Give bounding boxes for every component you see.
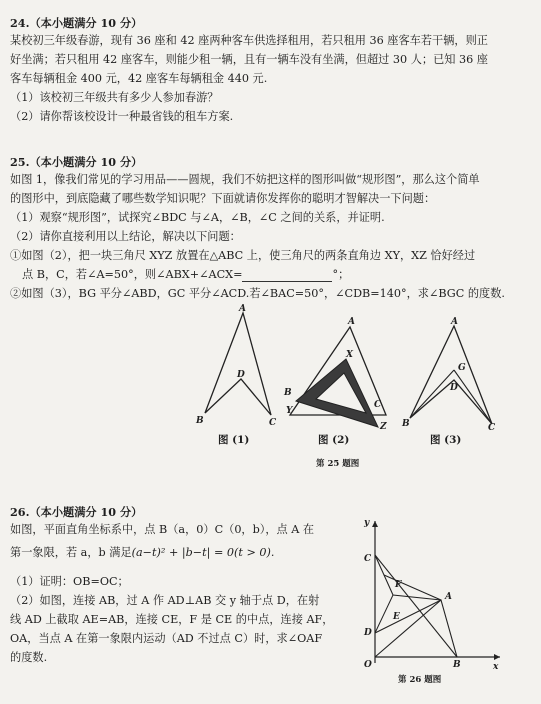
fig3-label: 图 (3) [430,434,462,446]
pt-X-2: X [346,350,353,360]
pt-D-26: D [364,628,372,638]
q25-caption: 第 25 题图 [316,459,360,469]
pt-B-3: B [402,419,410,429]
q25-figure-3 [402,317,497,433]
q25-part2: （2）请你直接利用以上结论，解决以下问题： [10,230,241,243]
q25-figure-2 [282,315,397,430]
q25-item2: ②如图（3），BG 平分∠ABD，GC 平分∠ACD.若∠BAC=50°，∠CDB=140°，求∠BGC 的度数. [10,287,505,300]
q26-part2c: OA，当点 A 在第一象限内运动（AD 不过点 C）时，求∠OAF [10,632,323,645]
q25-line1: 如图 1，像我们常见的学习用品——圆规，我们不妨把这样的图形叫做“规形图”，那么这个简单 [10,173,480,186]
pt-C-3: C [488,423,496,433]
q25-item1-end: °； [332,268,350,281]
q26-title: 26.（本小题满分 10 分） [10,505,143,519]
q25-part1: （1）观察“规形图”，试探究∠BDC 与∠A，∠B，∠C 之间的关系，并证明. [10,211,385,224]
pt-A-3: A [451,317,458,327]
pt-O-26: O [364,660,372,670]
q24-part1: （1）该校初三年级共有多少人参加春游？ [10,91,219,104]
q25-item1-text: 点 B，C，若∠A=50°，则∠ABX+∠ACX= [22,268,243,281]
q26-figure [355,515,505,670]
pt-C-2: C [374,400,382,410]
q26-formula: (a−t)² + |b−t| = 0(t > 0). [131,546,275,559]
pt-D-3: D [450,383,458,393]
pt-A-26: A [445,592,452,602]
pt-E-26: E [393,612,400,622]
q25-item1-a: ①如图（2），把一块三角尺 XYZ 放置在△ABC 上，使三角尺的两条直角边 XY，XZ 恰好经过 [10,249,476,262]
q26-part2d: 的度数. [10,651,48,664]
q24-line3: 客车每辆租金 400 元，42 座客车每辆租金 440 元. [10,72,268,85]
q26-part2a: （2）如图，连接 AB，过 A 作 AD⊥AB 交 y 轴于点 D，在射 [10,594,320,607]
pt-G-3: G [458,363,466,373]
q25-figure-1 [195,304,285,428]
q25-item1-b [22,268,349,282]
q24-line2: 好坐满；若只租用 42 座客车，则能少租一辆，且有一辆车没有坐满，但超过 30 人；已知 36 座 [10,53,488,66]
q26-caption: 第 26 题图 [398,675,442,685]
q26-line2-text: 第一象限，若 a，b 满足 [10,546,132,559]
pt-C-1: C [269,418,277,428]
q25-title: 25.（本小题满分 10 分） [10,155,143,169]
answer-blank [242,271,332,282]
pt-B-1: B [196,416,204,426]
fig1-label: 图 (1) [218,434,250,446]
q26-line2 [10,546,274,560]
q24-title: 24.（本小题满分 10 分） [10,16,143,30]
q26-line1: 如图，平面直角坐标系中，点 B（a，0）C（0，b），点 A 在 [10,523,315,536]
axis-y-label: y [364,518,370,528]
q26-part2b: 线 AD 上截取 AE=AB，连接 CE，F 是 CE 的中点，连接 AF， [10,613,334,626]
pt-Y-2: Y [286,406,293,416]
pt-B-2: B [284,388,292,398]
pt-F-26: F [395,580,402,590]
pt-D-1: D [237,370,245,380]
q24-part2: （2）请你帮该校设计一种最省钱的租车方案. [10,110,234,123]
axis-x-label: x [493,662,499,672]
pt-B-26: B [453,660,461,670]
pt-C-26: C [364,554,372,564]
q26-part1: （1）证明：OB=OC； [10,575,129,588]
fig2-label: 图 (2) [318,434,350,446]
pt-A-1: A [239,304,246,314]
q24-line1: 某校初三年级春游，现有 36 座和 42 座两种客车供选择租用，若只租用 36 座客车若干辆，则正 [10,34,488,47]
pt-A-2: A [348,317,355,327]
pt-Z-2: Z [380,422,387,432]
q25-line2: 的图形中，到底隐藏了哪些数学知识呢？下面就请你发挥你的聪明才智解决一下问题： [10,192,436,205]
